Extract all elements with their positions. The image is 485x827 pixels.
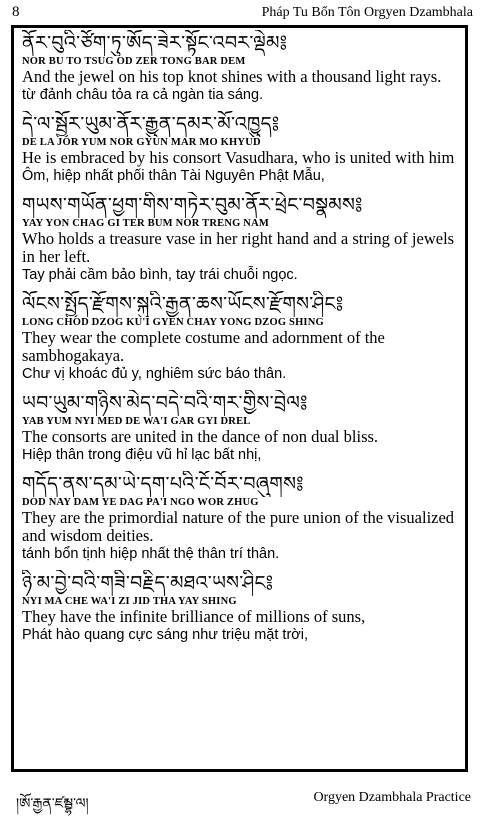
verse-7 <box>22 570 462 645</box>
verse-1 <box>22 30 462 105</box>
tibetan-line: ཉི་མ་བྱེ་བའི་གཟི་བརྗིད་མཐའ་ཡས་ཤིང༔ <box>22 572 274 594</box>
english-translation: They have the infinite brilliance of millions of suns, <box>22 607 366 626</box>
english-translation: The consorts are united in the dance of non dual bliss. <box>22 427 379 446</box>
english-translation: Who holds a treasure vase in her right hand and a string of jewels in her left. <box>22 229 455 266</box>
tibetan-line: ཡབ་ཡུམ་གཉིས་མེད་བདེ་བའི་གར་གྱིས་བྲེལ༔ <box>22 392 308 414</box>
transliteration-line: YAB YUM NYI MED DE WA'I GAR GYI DREL <box>22 416 251 427</box>
transliteration-line: LONG CHOD DZOG KU'I GYEN CHAY YONG DZOG SHING <box>22 317 324 328</box>
vietnamese-translation: Tay phải cầm bảo bình, tay trái chuỗi ngọc. <box>22 267 298 283</box>
english-translation: They are the primordial nature of the pure union of the visualized and wisdom deities. <box>22 508 455 545</box>
vietnamese-translation: Hiệp thân trong điệu vũ hỉ lạc bất nhị, <box>22 447 262 463</box>
transliteration-line: NOR BU TO TSUG OD ZER TONG BAR DEM <box>22 56 246 67</box>
vietnamese-translation: Phát hào quang cực sáng như triệu mặt trời, <box>22 627 309 643</box>
english-translation: They wear the complete costume and adornment of the sambhogakaya. <box>22 328 385 365</box>
verse-5 <box>22 390 462 465</box>
vietnamese-translation: từ đảnh châu tỏa ra cả ngàn tia sáng. <box>22 87 264 103</box>
transliteration-line: YAY YON CHAG GI TER BUM NOR TRENG NAM <box>22 218 269 229</box>
footer-tibetan-title: །ཨོ་རྒྱན་ཛམྦྷ་ལ། <box>16 796 89 812</box>
vietnamese-translation: tánh bổn tịnh hiệp nhất thệ thân trí thân. <box>22 546 280 562</box>
vietnamese-translation: Chư vị khoác đủ y, nghiêm sức báo thân. <box>22 366 287 382</box>
verse-6 <box>22 471 462 564</box>
transliteration-line: DE LA JOR YUM NOR GYUN MAR MO KHYUD <box>22 137 261 148</box>
english-translation: He is embraced by his consort Vasudhara, who is united with him <box>22 148 455 167</box>
verse-list <box>22 30 462 651</box>
verse-4 <box>22 291 462 384</box>
page-number: 8 <box>12 4 20 20</box>
footer-title: Orgyen Dzambhala Practice <box>313 790 471 805</box>
tibetan-line: དེ་ལ་སྦྱོར་ཡུམ་ནོར་རྒྱུན་དམར་མོ་འཁྱུད༔ <box>22 113 280 135</box>
tibetan-line: ལོངས་སྤྱོད་རྫོགས་སྐུའི་རྒྱན་ཆས་ཡོངས་རྫོགས་ཤིང༔ <box>22 293 344 315</box>
tibetan-line: ནོར་བུའི་ཙོག་ཏུ་ཨོད་ཟེར་སྟོང་འབར་ལྡེམ༔ <box>22 32 288 54</box>
tibetan-line: གཡས་གཡོན་ཕྱག་གིས་གཏེར་བུམ་ནོར་ཕྲེང་བསྣམས༔ <box>22 194 363 216</box>
transliteration-line: DOD NAY DAM YE DAG PA'I NGO WOR ZHUG <box>22 497 259 508</box>
english-translation: And the jewel on his top knot shines with a thousand light rays. <box>22 67 442 86</box>
transliteration-line: NYI MA CHE WA'I ZI JID THA YAY SHING <box>22 596 237 607</box>
running-title: Pháp Tu Bổn Tôn Orgyen Dzambhala <box>261 5 473 20</box>
verse-2 <box>22 111 462 186</box>
verse-3 <box>22 192 462 285</box>
vietnamese-translation: Ôm, hiệp nhất phối thân Tài Nguyên Phật Mẫu, <box>22 168 325 184</box>
tibetan-line: གདོད་ནས་དམ་ཡེ་དག་པའི་ངོ་བོར་བཞུགས༔ <box>22 473 304 495</box>
